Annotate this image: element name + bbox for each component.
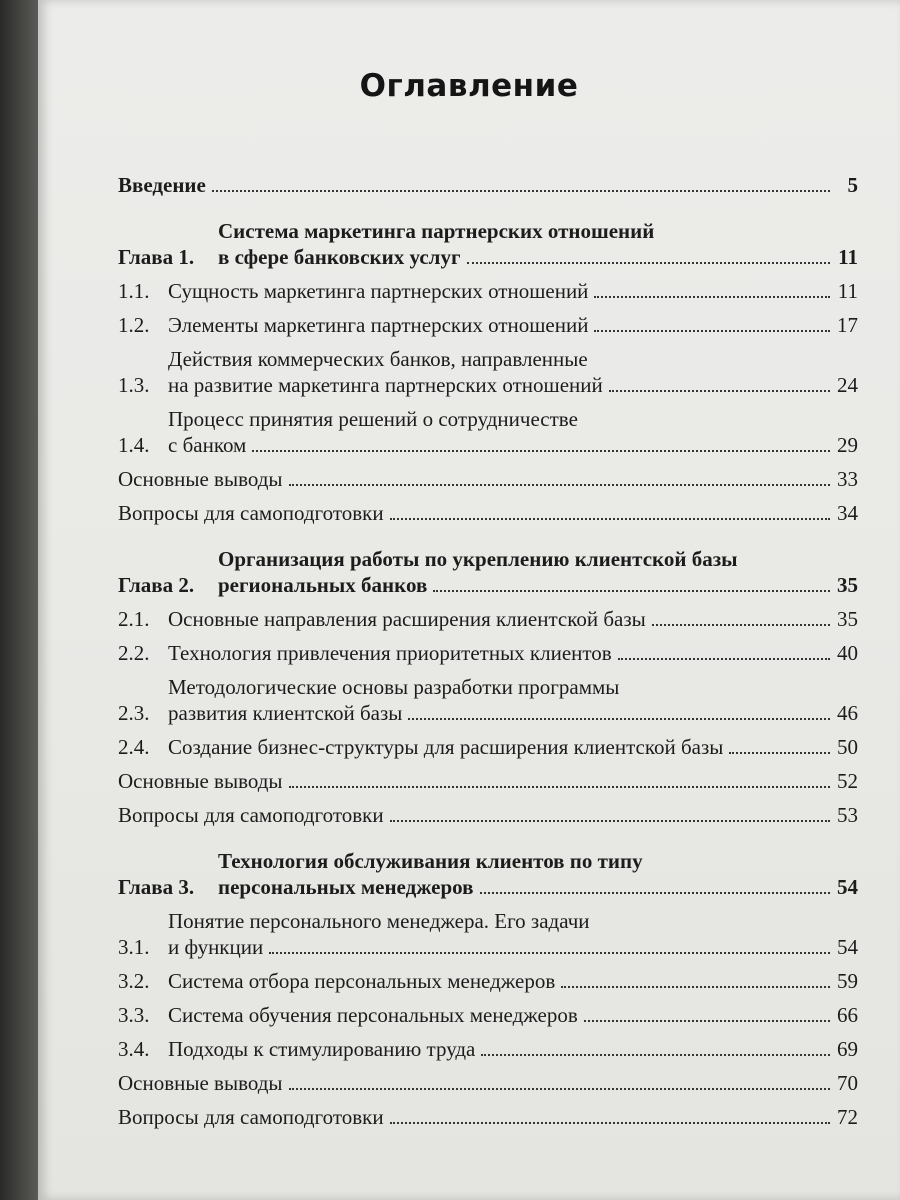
toc-section-lines	[168, 908, 834, 960]
dot-leader	[390, 820, 830, 822]
toc-section-page: 69	[837, 1037, 858, 1061]
toc-questions-line: Вопросы для самоподготовки	[118, 803, 384, 827]
toc-section-text	[168, 346, 858, 398]
toc-section-line: Система отбора персональных менеджеров	[168, 969, 556, 993]
toc-conclusions-line: Основные выводы	[118, 769, 283, 793]
toc-section	[118, 346, 858, 398]
toc-section-line: Технология привлечения приоритетных клиентов	[168, 641, 612, 665]
toc-questions-page: 34	[837, 501, 858, 525]
dot-leader	[269, 952, 830, 954]
toc-section-page: 50	[837, 735, 858, 759]
toc-section-line: Элементы маркетинга партнерских отношений	[168, 313, 589, 337]
toc-section-text	[168, 312, 858, 338]
toc-chapter-heading-last-line	[218, 572, 834, 598]
toc-section-number: 2.3.	[118, 701, 150, 725]
toc-section	[118, 640, 858, 666]
toc-conclusions-lines	[118, 1070, 834, 1096]
toc-chapters	[118, 218, 858, 1130]
toc-section-page: 66	[837, 1003, 858, 1027]
toc-section-number: 3.1.	[118, 935, 150, 959]
dot-leader	[252, 450, 830, 452]
toc-chapter-heading-page: 54	[837, 875, 858, 899]
toc-section-number: 1.2.	[118, 313, 150, 337]
toc-section	[118, 674, 858, 726]
book-page	[38, 0, 900, 1200]
toc-section-last-line	[168, 968, 834, 994]
dot-leader	[729, 752, 830, 754]
toc-section-text	[168, 1036, 858, 1062]
toc-questions-text	[118, 500, 858, 526]
toc-section-number: 3.3.	[118, 1003, 150, 1027]
toc-chapter-heading-number: Глава 1.	[118, 245, 195, 269]
toc-conclusions-lines	[118, 466, 834, 492]
toc-section	[118, 1002, 858, 1028]
toc-section-text	[168, 606, 858, 632]
toc-intro-label: Введение	[118, 173, 206, 197]
toc-section-line: на развитие маркетинга партнерских отношений	[168, 373, 603, 397]
toc-section-line: Система обучения персональных менеджеров	[168, 1003, 578, 1027]
toc-section-line: и функции	[168, 935, 264, 959]
toc-section-last-line	[168, 734, 834, 760]
toc-section-last-line	[168, 700, 834, 726]
toc-section-number: 2.4.	[118, 735, 150, 759]
toc-questions-last-line	[118, 802, 834, 828]
toc-section-text	[168, 968, 858, 994]
toc-section-lines	[168, 606, 834, 632]
toc-section-number: 1.3.	[118, 373, 150, 397]
dot-leader	[390, 1122, 830, 1124]
toc-section	[118, 1036, 858, 1062]
toc-section-lines	[168, 278, 834, 304]
toc-section-line: Действия коммерческих банков, направленные	[168, 347, 588, 371]
toc-section-last-line	[168, 640, 834, 666]
toc-section-last-line	[168, 1002, 834, 1028]
toc-conclusions	[118, 768, 858, 794]
toc-chapter-heading-line: региональных банков	[218, 573, 428, 597]
toc-conclusions-last-line	[118, 1070, 834, 1096]
toc-questions-text	[118, 1104, 858, 1130]
toc-conclusions-text	[118, 1070, 858, 1096]
dot-leader	[289, 786, 830, 788]
toc-questions	[118, 802, 858, 828]
toc-conclusions-last-line	[118, 466, 834, 492]
toc-questions	[118, 500, 858, 526]
toc-section-line: развития клиентской базы	[168, 701, 403, 725]
toc-section-text	[168, 278, 858, 304]
toc-section-line: Подходы к стимулированию труда	[168, 1037, 476, 1061]
toc-conclusions	[118, 1070, 858, 1096]
toc-section-text	[168, 908, 858, 960]
toc-chapter-heading-line: в сфере банковских услуг	[218, 245, 461, 269]
toc-questions-lines	[118, 1104, 834, 1130]
toc-section-line: Создание бизнес-структуры для расширения клиентской базы	[168, 735, 724, 759]
toc-section-lines	[168, 640, 834, 666]
toc-chapter-heading-lines	[218, 218, 834, 270]
toc-section-last-line	[168, 432, 834, 458]
toc-questions-page: 72	[837, 1105, 858, 1129]
toc-questions-text	[118, 802, 858, 828]
toc-conclusions	[118, 466, 858, 492]
dot-leader	[584, 1020, 830, 1022]
toc-section	[118, 406, 858, 458]
toc-section-last-line	[168, 312, 834, 338]
toc-conclusions-page: 33	[837, 467, 858, 491]
toc-section-last-line	[168, 278, 834, 304]
toc-chapter-heading-page: 35	[837, 573, 858, 597]
toc-section-number: 1.4.	[118, 433, 150, 457]
dot-leader	[561, 986, 830, 988]
toc-section-line: Сущность маркетинга партнерских отношений	[168, 279, 589, 303]
toc-section-number: 1.1.	[118, 279, 150, 303]
toc-section-lines	[168, 734, 834, 760]
toc-section-last-line	[168, 372, 834, 398]
toc-section-lines	[168, 312, 834, 338]
toc-questions-last-line	[118, 500, 834, 526]
toc-section	[118, 606, 858, 632]
dot-leader	[289, 484, 830, 486]
toc-section-text	[168, 406, 858, 458]
toc-chapter-heading-line: персональных менеджеров	[218, 875, 474, 899]
toc-questions-lines	[118, 802, 834, 828]
toc-section-last-line	[168, 606, 834, 632]
toc-chapter-heading	[118, 546, 858, 598]
toc-section-page: 35	[837, 607, 858, 631]
toc-chapter-heading-text	[218, 218, 858, 270]
toc-questions-line: Вопросы для самоподготовки	[118, 1105, 384, 1129]
toc-section	[118, 968, 858, 994]
toc-section-text	[168, 1002, 858, 1028]
toc-intro	[118, 172, 858, 198]
toc-section-page: 24	[837, 373, 858, 397]
toc-section-line: с банком	[168, 433, 247, 457]
toc-section-lines	[168, 406, 834, 458]
toc-section-number: 3.4.	[118, 1037, 150, 1061]
dot-leader	[212, 190, 830, 192]
toc-section	[118, 734, 858, 760]
toc-conclusions-line: Основные выводы	[118, 467, 283, 491]
toc-section-page: 59	[837, 969, 858, 993]
toc-section-last-line	[168, 1036, 834, 1062]
toc-section	[118, 908, 858, 960]
toc-chapter-heading-line: Организация работы по укреплению клиентской базы	[218, 547, 738, 571]
toc-chapter-heading-text	[218, 546, 858, 598]
toc-chapter-heading	[118, 218, 858, 270]
dot-leader	[289, 1088, 830, 1090]
table-of-contents	[118, 172, 858, 1138]
toc-section-text	[168, 640, 858, 666]
toc-conclusions-last-line	[118, 768, 834, 794]
toc-intro-page: 5	[847, 173, 858, 197]
toc-section	[118, 312, 858, 338]
dot-leader	[618, 658, 830, 660]
toc-conclusions-lines	[118, 768, 834, 794]
toc-questions	[118, 1104, 858, 1130]
dot-leader	[594, 296, 830, 298]
toc-section-lines	[168, 968, 834, 994]
toc-section-page: 46	[837, 701, 858, 725]
toc-section-page: 11	[837, 279, 858, 303]
dot-leader	[467, 262, 831, 264]
toc-chapter-heading-line: Система маркетинга партнерских отношений	[218, 219, 655, 243]
toc-conclusions-page: 70	[837, 1071, 858, 1095]
toc-section-number: 2.2.	[118, 641, 150, 665]
toc-conclusions-line: Основные выводы	[118, 1071, 283, 1095]
toc-chapter-heading-lines	[218, 848, 834, 900]
dot-leader	[652, 624, 830, 626]
toc-chapter-heading-last-line	[218, 874, 834, 900]
toc-section	[118, 278, 858, 304]
toc-section-number: 3.2.	[118, 969, 150, 993]
toc-section-lines	[168, 1002, 834, 1028]
dot-leader	[481, 1054, 830, 1056]
toc-section-text	[168, 734, 858, 760]
toc-chapter-heading-lines	[218, 546, 834, 598]
toc-section-lines	[168, 1036, 834, 1062]
page-title: Оглавление	[359, 68, 579, 104]
toc-section-line: Понятие персонального менеджера. Его задачи	[168, 909, 590, 933]
toc-chapter-heading-number: Глава 2.	[118, 573, 195, 597]
toc-chapter-heading-number: Глава 3.	[118, 875, 195, 899]
toc-section-lines	[168, 346, 834, 398]
toc-chapter-heading-text	[218, 848, 858, 900]
book-spine-shadow	[0, 0, 38, 1200]
toc-chapter-heading-last-line	[218, 244, 834, 270]
toc-section-text	[168, 674, 858, 726]
toc-chapter-heading-page: 11	[838, 245, 858, 269]
toc-questions-last-line	[118, 1104, 834, 1130]
toc-section-page: 17	[837, 313, 858, 337]
dot-leader	[390, 518, 830, 520]
toc-section-line: Методологические основы разработки программы	[168, 675, 620, 699]
toc-conclusions-page: 52	[837, 769, 858, 793]
toc-chapter-heading-line: Технология обслуживания клиентов по типу	[218, 849, 643, 873]
toc-conclusions-text	[118, 466, 858, 492]
toc-questions-line: Вопросы для самоподготовки	[118, 501, 384, 525]
toc-section-line: Процесс принятия решений о сотрудничестве	[168, 407, 578, 431]
dot-leader	[480, 892, 831, 894]
toc-conclusions-text	[118, 768, 858, 794]
toc-section-last-line	[168, 934, 834, 960]
dot-leader	[408, 718, 830, 720]
toc-questions-lines	[118, 500, 834, 526]
dot-leader	[609, 390, 830, 392]
dot-leader	[433, 590, 830, 592]
toc-section-line: Основные направления расширения клиентской базы	[168, 607, 646, 631]
toc-section-page: 54	[837, 935, 858, 959]
toc-questions-page: 53	[837, 803, 858, 827]
toc-section-number: 2.1.	[118, 607, 150, 631]
toc-section-lines	[168, 674, 834, 726]
dot-leader	[594, 330, 830, 332]
toc-section-page: 40	[837, 641, 858, 665]
toc-chapter-heading	[118, 848, 858, 900]
toc-section-page: 29	[837, 433, 858, 457]
